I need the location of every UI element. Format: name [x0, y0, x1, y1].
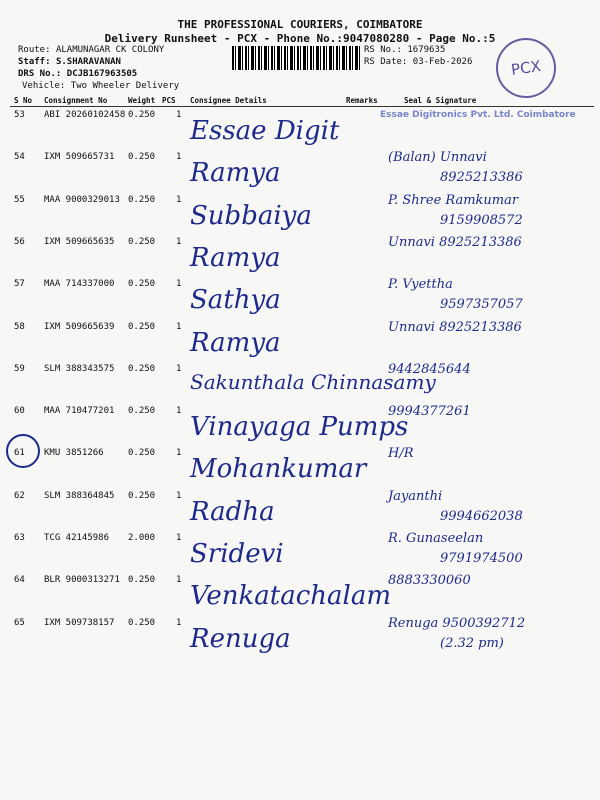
row-weight: 0.250	[128, 237, 156, 247]
barcode-image	[232, 46, 360, 70]
row-consignee-handwritten: Ramya	[190, 158, 281, 188]
row-pcs: 1	[176, 406, 182, 416]
row-sno: 61	[14, 448, 25, 458]
row-sno: 54	[14, 152, 25, 162]
staff-label: Staff:	[18, 57, 51, 67]
vehicle-value: Two Wheeler Delivery	[70, 81, 180, 91]
row-weight: 0.250	[128, 152, 156, 162]
row-weight: 0.250	[128, 406, 156, 416]
row-signature-phone: 9994662038	[440, 509, 523, 524]
row-signature-phone: 9159908572	[440, 213, 523, 228]
row-consignment-no: BLR 9000313271	[44, 575, 120, 585]
row-signature: Unnavi 8925213386	[388, 320, 522, 335]
row-consignee-handwritten: Sathya	[190, 285, 281, 315]
row-pcs: 1	[176, 152, 182, 162]
pcx-stamp: PCX	[492, 34, 560, 102]
ink-circle-mark	[6, 434, 40, 468]
runsheet-subtitle: Delivery Runsheet - PCX - Phone No.:9047080280 - Page No.:5	[104, 32, 496, 45]
row-consignee-handwritten: Renuga	[190, 624, 291, 654]
row-weight: 0.250	[128, 195, 156, 205]
row-signature-phone: 9791974500	[440, 551, 523, 566]
row-pcs: 1	[176, 195, 182, 205]
row-signature: R. Gunaseelan	[388, 531, 484, 546]
row-weight: 0.250	[128, 491, 156, 501]
row-signature: Renuga 9500392712	[388, 616, 526, 631]
row-consignee-handwritten: Vinayaga Pumps	[190, 412, 409, 442]
row-sno: 65	[14, 618, 25, 628]
row-weight: 0.250	[128, 110, 156, 120]
row-signature: Jayanthi	[388, 489, 443, 504]
drs-line	[18, 69, 137, 79]
row-signature: 9994377261	[388, 404, 471, 419]
row-consignment-no: SLM 388343575	[44, 364, 115, 374]
col-pcs: PCS	[162, 96, 176, 105]
row-consignment-no: IXM 509738157	[44, 618, 115, 628]
row-pcs: 1	[176, 237, 182, 247]
rs-no-label: RS No.:	[364, 45, 402, 55]
company-title: THE PROFESSIONAL COURIERS, COIMBATORE	[177, 18, 423, 31]
row-weight: 0.250	[128, 448, 156, 458]
row-pcs: 1	[176, 618, 182, 628]
row-consignee-handwritten: Sridevi	[190, 539, 284, 569]
row-consignee-handwritten: Venkatachalam	[190, 581, 392, 611]
col-weight: Weight	[128, 96, 156, 105]
row-sno: 57	[14, 279, 25, 289]
row-sno: 58	[14, 322, 25, 332]
row-pcs: 1	[176, 322, 182, 332]
header-rule	[10, 106, 594, 107]
rs-date-label: RS Date:	[364, 57, 408, 67]
row-signature: 9442845644	[388, 362, 471, 377]
row-consignee-handwritten: Radha	[190, 497, 275, 527]
row-sno: 63	[14, 533, 25, 543]
row-pcs: 1	[176, 364, 182, 374]
col-sno: S No	[14, 96, 33, 105]
row-consignment-no: MAA 714337000	[44, 279, 115, 289]
row-pcs: 1	[176, 575, 182, 585]
row-signature: Unnavi 8925213386	[388, 235, 522, 250]
rs-date-line	[364, 57, 472, 67]
row-pcs: 1	[176, 533, 182, 543]
row-consignment-no: IXM 509665635	[44, 237, 115, 247]
row-signature: H/R	[388, 446, 414, 461]
row-consignee-handwritten: Subbaiya	[190, 201, 312, 231]
row-weight: 0.250	[128, 364, 156, 374]
company-seal-stamp: Essae Digitronics Pvt. Ltd. Coimbatore	[380, 110, 576, 120]
rs-no-line	[364, 45, 445, 55]
row-weight: 0.250	[128, 575, 156, 585]
row-consignment-no: ABI 20260102458	[44, 110, 126, 120]
row-sno: 60	[14, 406, 25, 416]
row-consignment-no: SLM 388364845	[44, 491, 115, 501]
vehicle-label: Vehicle:	[22, 81, 66, 91]
row-consignment-no: MAA 710477201	[44, 406, 115, 416]
row-consignee-handwritten: Ramya	[190, 328, 281, 358]
row-consignment-no: IXM 509665731	[44, 152, 115, 162]
row-consignment-no: KMU 3851266	[44, 448, 104, 458]
route-value: ALAMUNAGAR CK COLONY	[55, 45, 165, 55]
row-consignee-handwritten: Essae Digit	[190, 116, 340, 146]
row-consignee-handwritten: Ramya	[190, 243, 281, 273]
route-label: Route:	[18, 45, 51, 55]
row-signature-phone: (2.32 pm)	[440, 636, 504, 651]
row-sno: 55	[14, 195, 25, 205]
row-sno: 64	[14, 575, 25, 585]
row-signature-phone: 8925213386	[440, 170, 523, 185]
row-pcs: 1	[176, 491, 182, 501]
staff-line	[18, 57, 121, 67]
row-pcs: 1	[176, 279, 182, 289]
col-seal: Seal & Signature	[404, 96, 477, 105]
row-sno: 62	[14, 491, 25, 501]
drs-label: DRS No.:	[18, 69, 62, 79]
row-weight: 0.250	[128, 322, 156, 332]
row-sno: 53	[14, 110, 25, 120]
route-line	[18, 45, 164, 55]
row-weight: 0.250	[128, 618, 156, 628]
rs-date-value: 03-Feb-2026	[412, 57, 473, 67]
col-consignee: Consignee Details	[190, 96, 267, 105]
rs-no-value: 1679635	[407, 45, 446, 55]
row-consignment-no: TCG 42145986	[44, 533, 110, 543]
staff-value: S.SHARAVANAN	[55, 57, 121, 67]
row-sno: 59	[14, 364, 25, 374]
row-consignee-handwritten: Sakunthala Chinnasamy	[190, 370, 436, 394]
row-signature-phone: 9597357057	[440, 297, 523, 312]
row-consignment-no: MAA 9000329013	[44, 195, 120, 205]
col-remarks: Remarks	[346, 96, 378, 105]
row-weight: 0.250	[128, 279, 156, 289]
row-signature: (Balan) Unnavi	[388, 150, 487, 165]
row-sno: 56	[14, 237, 25, 247]
col-consignment: Consignment No	[44, 96, 108, 105]
row-pcs: 1	[176, 448, 182, 458]
row-consignee-handwritten: Mohankumar	[190, 454, 367, 484]
row-signature: 8883330060	[388, 573, 471, 588]
row-signature: P. Shree Ramkumar	[388, 193, 519, 208]
row-weight: 2.000	[128, 533, 156, 543]
vehicle-line	[22, 81, 179, 91]
row-signature: P. Vyettha	[388, 277, 453, 292]
drs-value: DCJB167963505	[66, 69, 138, 79]
row-pcs: 1	[176, 110, 182, 120]
row-consignment-no: IXM 509665639	[44, 322, 115, 332]
